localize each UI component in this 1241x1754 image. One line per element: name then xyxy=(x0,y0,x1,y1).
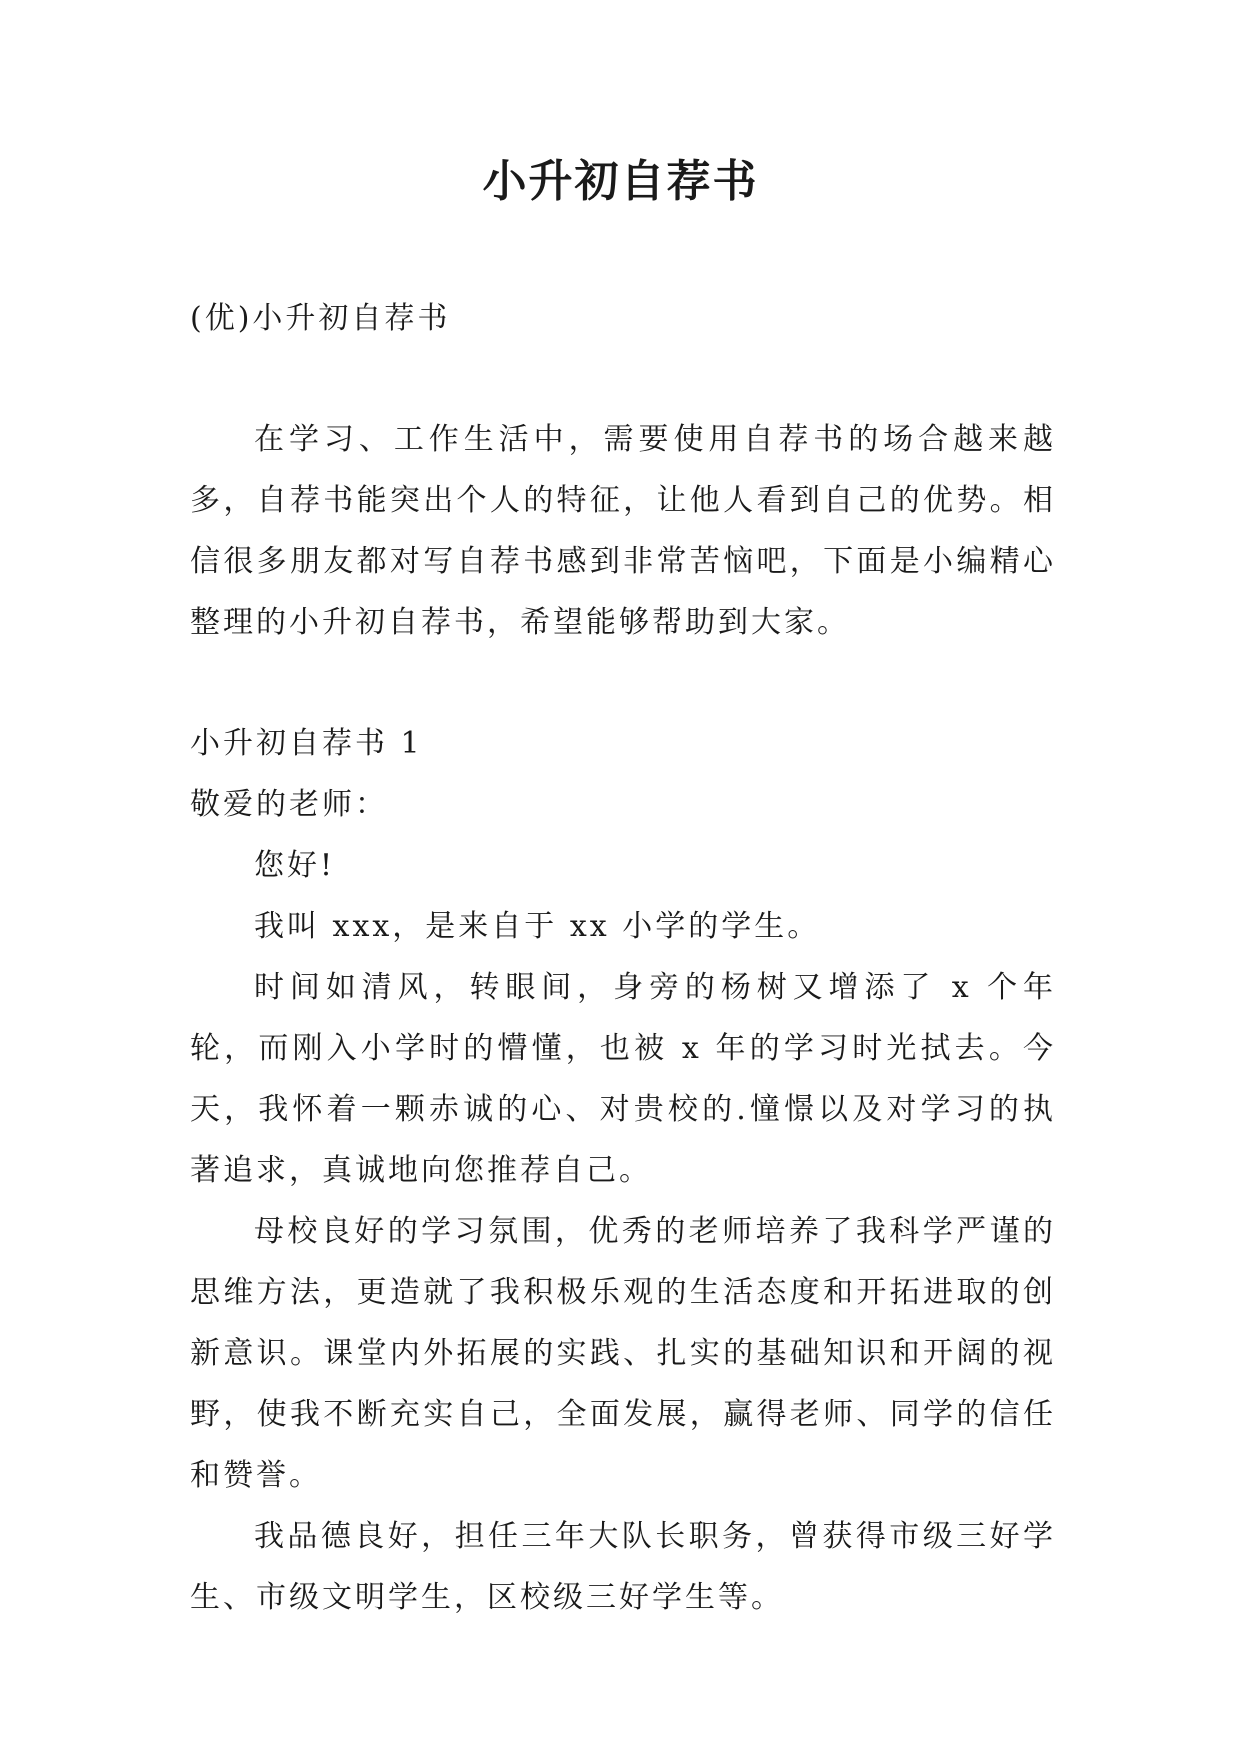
body-paragraph: 我叫 xxx，是来自于 xx 小学的学生。 xyxy=(254,909,821,944)
intro-paragraph: 在学习、工作生活中，需要使用自荐书的场合越来越多，自荐书能突出个人的特征，让他人看到自己的优势。相信很多朋友都对写自荐书感到非常苦恼吧，下面是小编精心整理的小升初自荐书，希望能够帮助到大家。 xyxy=(190,422,1056,640)
body-paragraph: 母校良好的学习氛围，优秀的老师培养了我科学严谨的思维方法，更造就了我积极乐观的生活态度和开拓进取的创新意识。课堂内外拓展的实践、扎实的基础知识和开阔的视野，使我不断充实自己，全面发展，赢得老师、同学的信任和赞誉。 xyxy=(190,1214,1056,1493)
spacer xyxy=(190,653,1056,713)
document-subtitle: (优)小升初自荐书 xyxy=(190,301,451,336)
document-title: 小升初自荐书 xyxy=(482,156,759,207)
document-body xyxy=(190,288,1056,1628)
spacer xyxy=(190,349,1056,409)
body-paragraph: 时间如清风，转眼间，身旁的杨树又增添了 x 个年轮，而刚入小学时的懵懂，也被 x 年的学习时光拭去。今天，我怀着一颗赤诚的心、对贵校的.憧憬以及对学习的执著追求，真诚地向您推荐自己。 xyxy=(190,970,1056,1188)
greeting: 您好! xyxy=(254,848,336,883)
body-paragraph: 我品德良好，担任三年大队长职务，曾获得市级三好学生、市级文明学生，区校级三好学生等。 xyxy=(190,1519,1056,1615)
section-heading: 小升初自荐书 1 xyxy=(190,726,423,761)
salutation: 敬爱的老师： xyxy=(190,787,388,822)
